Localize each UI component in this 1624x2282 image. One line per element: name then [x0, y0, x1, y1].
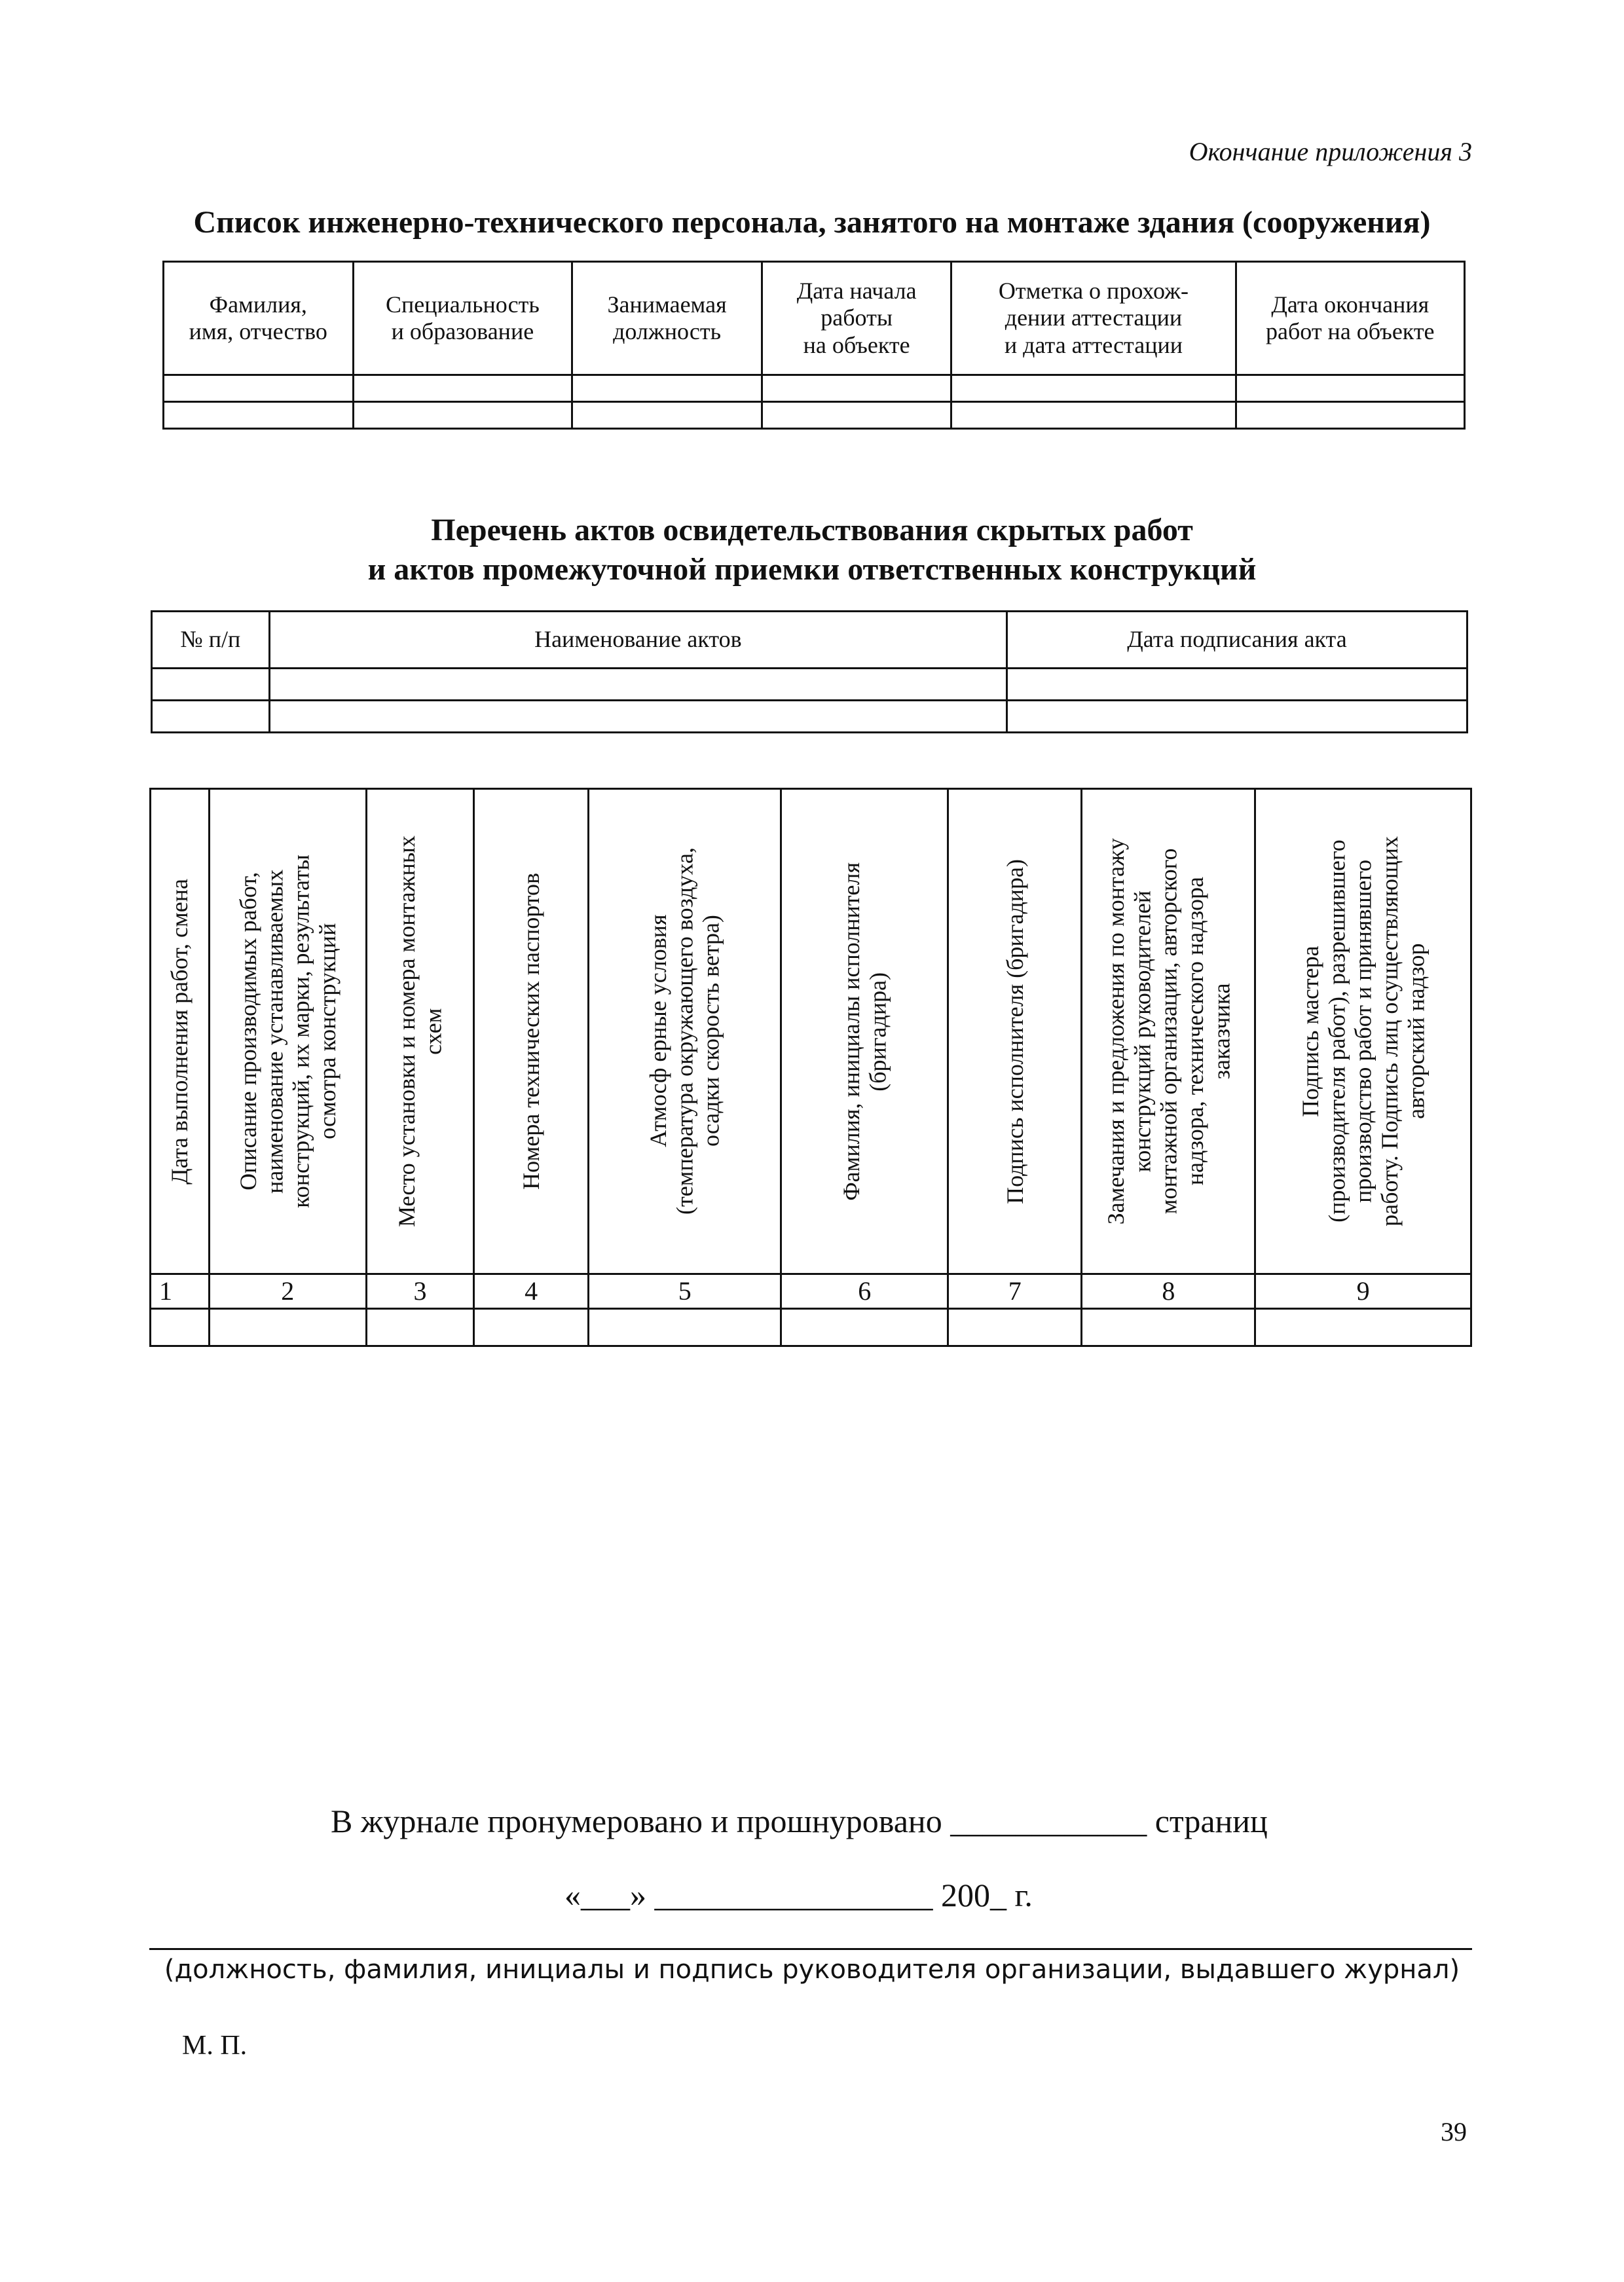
col-work-date-shift: Дата выполнения работ, смена	[166, 878, 193, 1185]
col-start-date: Дата начала работы на объекте	[762, 262, 951, 375]
col-number-7: 7	[948, 1274, 1082, 1309]
col-number-1: 1	[151, 1274, 210, 1309]
col-specialty: Специальность и образование	[353, 262, 572, 375]
staff-table	[162, 261, 1466, 430]
col-act-name: Наименование актов	[269, 612, 1006, 669]
col-number-4: 4	[474, 1274, 589, 1309]
col-certification: Отметка о прохож- дении аттестации и дата аттестации	[951, 262, 1236, 375]
table-row	[151, 1309, 1471, 1346]
table-row	[164, 375, 1465, 402]
col-weather: Атмосф ерные условия (температура окружающего воздуха, осадки скорость ветра)	[645, 847, 724, 1215]
col-number: № п/п	[152, 612, 270, 669]
column-numbers-row	[151, 1274, 1471, 1309]
col-executor-signature: Подпись исполнителя (бригадира)	[1001, 858, 1028, 1204]
col-position: Занимаемая должность	[572, 262, 762, 375]
table-row	[164, 402, 1465, 429]
col-executor-name: Фамилия, инициалы исполнителя (бригадира)	[838, 862, 891, 1201]
table-row	[152, 701, 1467, 733]
col-remarks: Замечания и предложения по монтажу конструкций руководителей монтажной организации, авторского надзора, технического надзора заказчика	[1102, 837, 1234, 1225]
signature-rule	[149, 1948, 1472, 1950]
col-number-8: 8	[1082, 1274, 1255, 1309]
acts-list-title-line2: и актов промежуточной приемки ответственных конструкций	[367, 552, 1257, 587]
date-line: «___» _________________ 200_ г.	[564, 1877, 1033, 1913]
table-row	[152, 669, 1467, 701]
col-installation-place: Место установки и номера монтажных схем	[394, 836, 447, 1227]
col-work-description: Описание производимых работ, наименование устанавливаемых конструкций, их марки, результаты осмотра конструкций	[234, 855, 341, 1208]
col-number-5: 5	[588, 1274, 781, 1309]
page-number: 39	[1441, 2117, 1467, 2146]
col-sign-date: Дата подписания акта	[1006, 612, 1467, 669]
signature-caption: (должность, фамилия, инициалы и подпись руководителя организации, выдавшего журнал)	[164, 1955, 1460, 1985]
col-number-2: 2	[209, 1274, 366, 1309]
col-name: Фамилия, имя, отчество	[164, 262, 354, 375]
appendix-note: Окончание приложения 3	[1189, 137, 1472, 166]
acts-list-title-line1: Перечень актов освидетельствования скрытых работ	[431, 513, 1193, 547]
col-passport-numbers: Номера технических паспортов	[518, 873, 545, 1190]
stamp-place: М. П.	[182, 2031, 248, 2061]
staff-list-title: Список инженерно-технического персонала, занятого на монтаже здания (сооружения)	[193, 205, 1431, 240]
works-journal-table	[149, 788, 1472, 1347]
col-end-date: Дата окончания работ на объекте	[1236, 262, 1464, 375]
col-number-3: 3	[366, 1274, 474, 1309]
col-master-signature: Подпись мастера (производителя работ), разрешившего производство работ и принявшего работу. Подпись лиц осуществляющих авторский надзор	[1297, 836, 1430, 1226]
col-number-6: 6	[781, 1274, 948, 1309]
col-number-9: 9	[1255, 1274, 1471, 1309]
acts-table	[151, 610, 1468, 733]
pages-count-line: В журнале пронумеровано и прошнуровано ____________ страниц	[331, 1803, 1268, 1839]
